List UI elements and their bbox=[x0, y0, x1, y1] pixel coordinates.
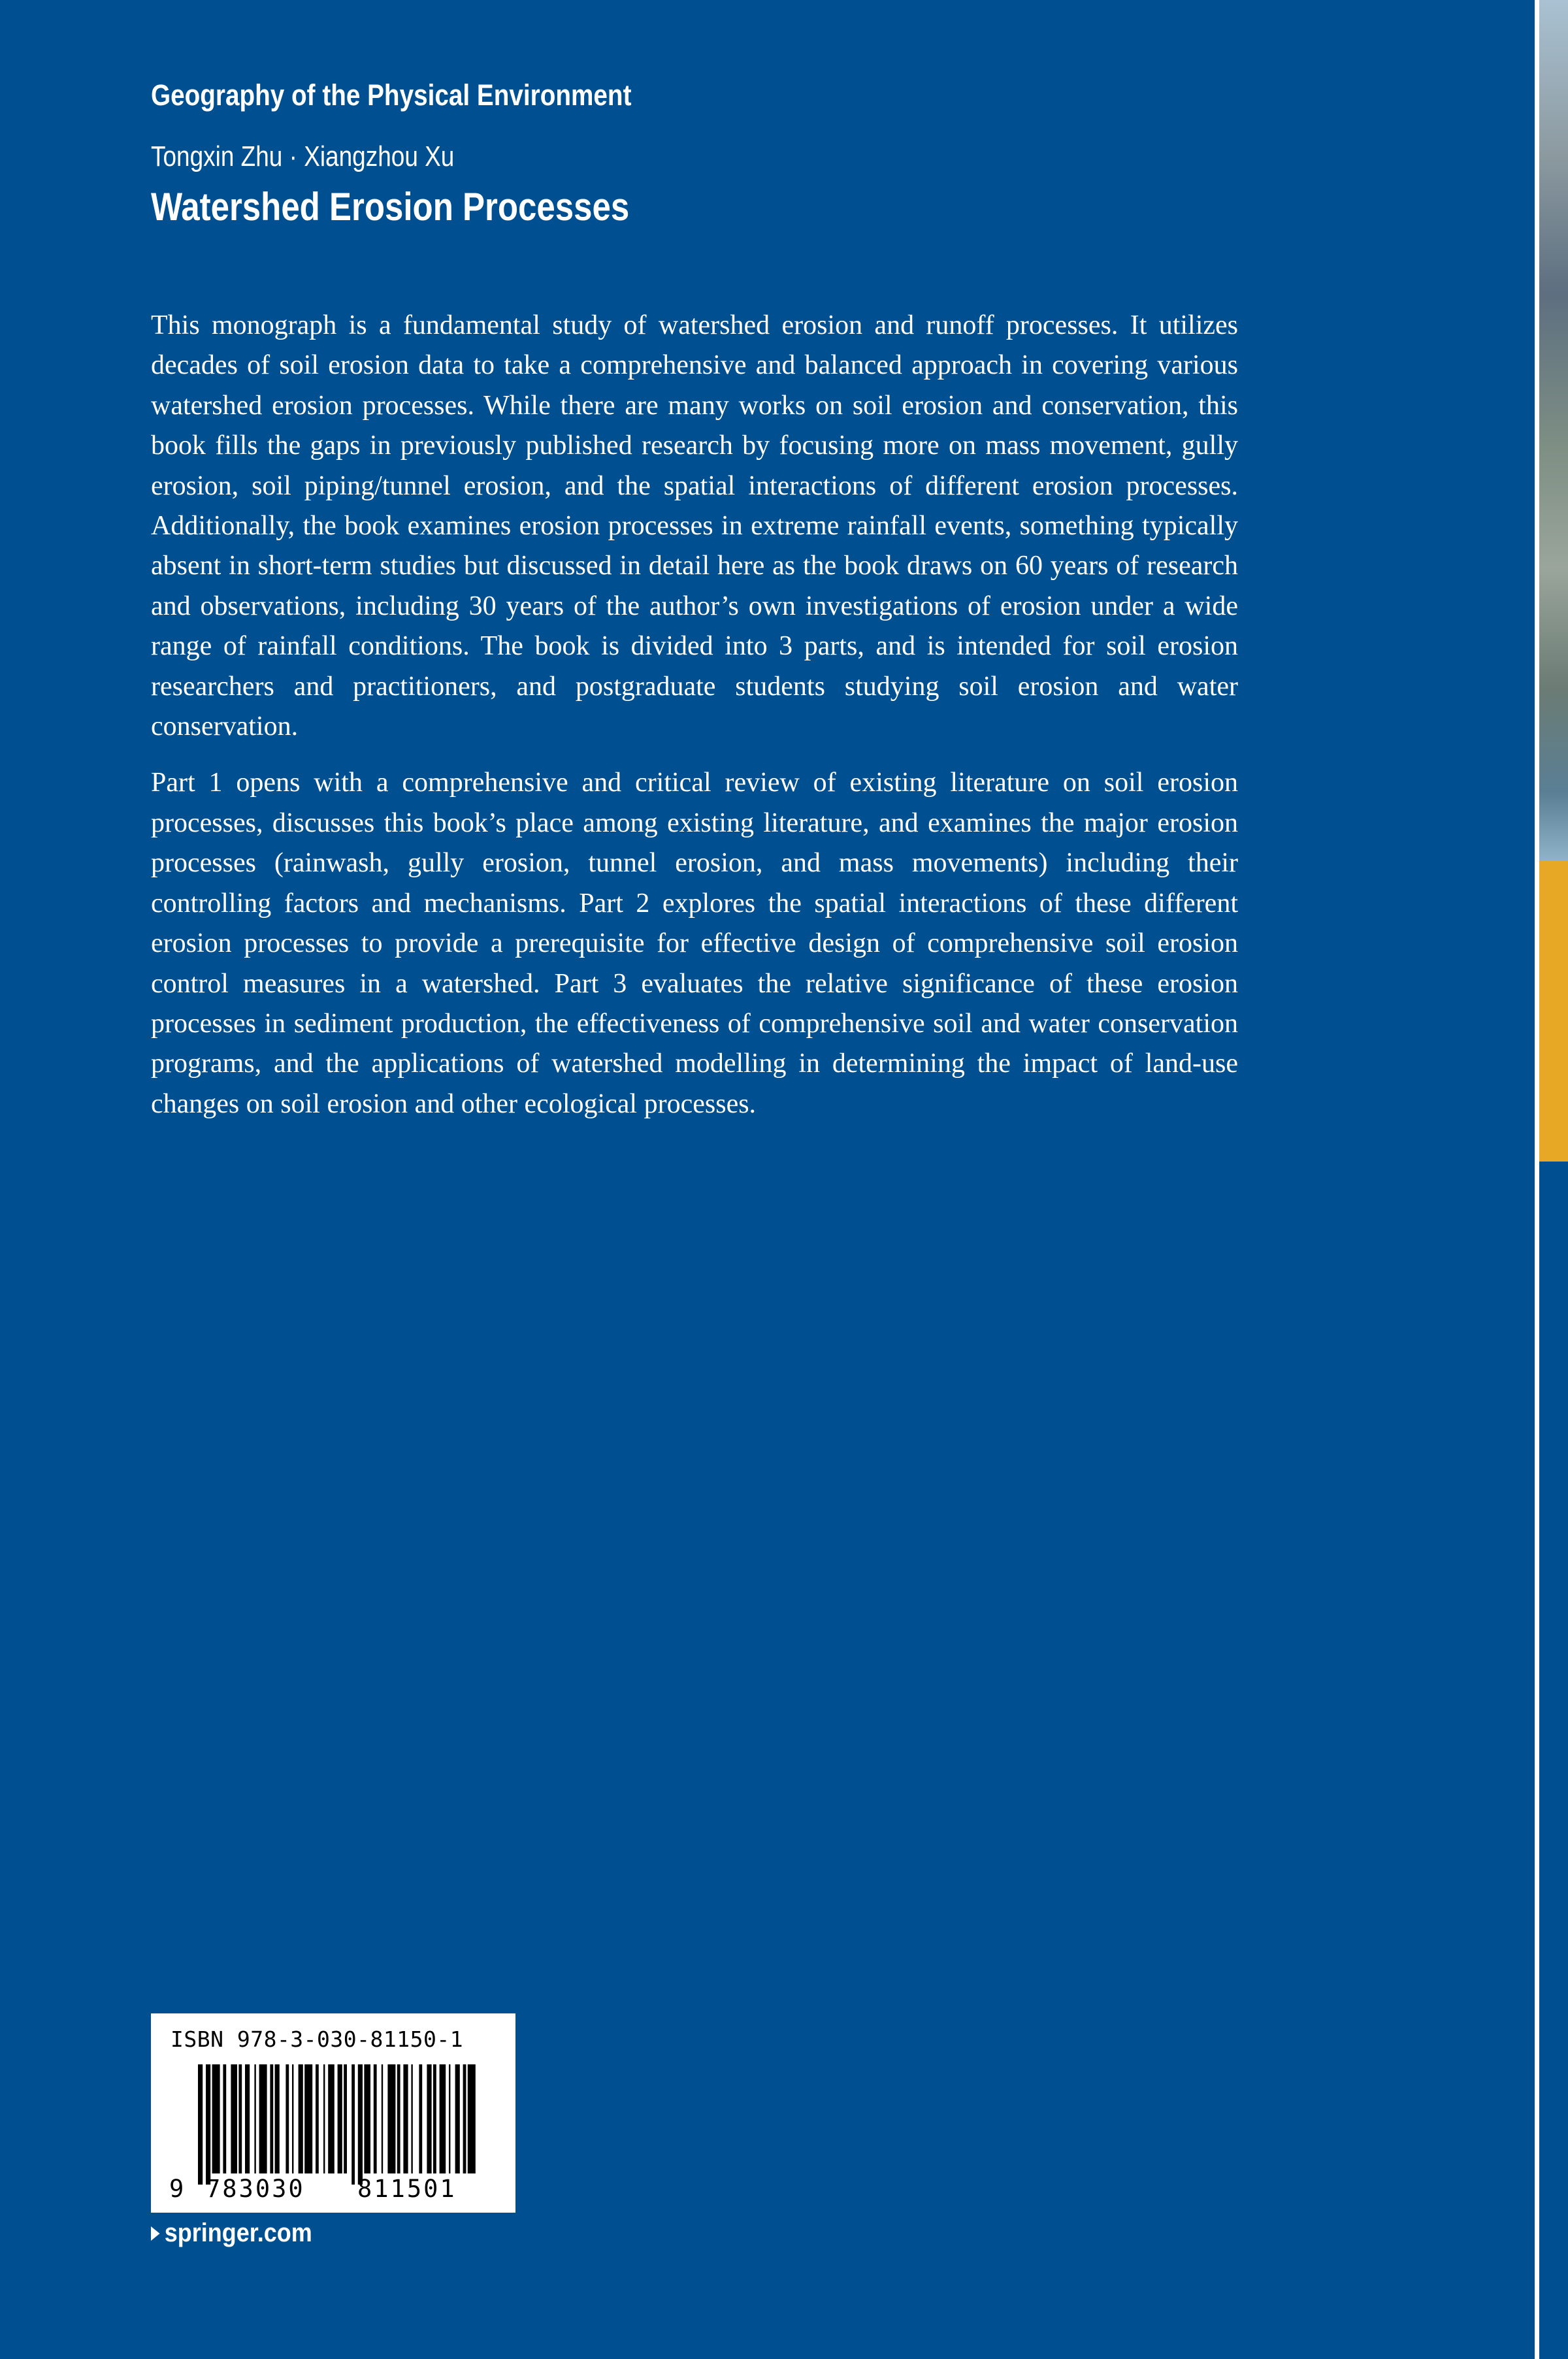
barcode-bar bbox=[304, 2064, 312, 2173]
barcode-bar bbox=[316, 2064, 319, 2173]
barcode-bar bbox=[344, 2064, 347, 2173]
barcode-bar bbox=[338, 2064, 342, 2173]
barcode-bar bbox=[364, 2064, 370, 2173]
barcode-bar bbox=[254, 2064, 255, 2173]
barcode-bar bbox=[427, 2064, 431, 2173]
isbn-barcode bbox=[151, 2013, 515, 2213]
barcode-bar bbox=[387, 2064, 395, 2173]
barcode-bar bbox=[286, 2064, 289, 2173]
barcode-bar bbox=[411, 2064, 412, 2173]
isbn-number: ISBN 978-3-030-81150-1 bbox=[171, 2026, 464, 2052]
description-paragraph: This monograph is a fundamental study of watershed erosion and runoff processes. It utilizes decades of soil erosion data to take a comprehensive and balanced approach in covering various watershed erosion processes. While there are many works on soil erosion and conservation, this book fills the gaps in previously published research by focusing more on mass movement, gully erosion, soil piping/tunnel erosion, and the spatial interactions of different erosion processes. Additionally, the book examines erosion processes in extreme rainfall events, something typically absent in short-term studies but discussed in detail here as the book draws on 60 years of research and observations, including 30 years of the author’s own investigations of erosion under a wide range of rainfall conditions. The book is divided into 3 parts, and is intended for soil erosion researchers and practitioners, and postgraduate students studying soil erosion and water conservation. bbox=[151, 310, 1238, 742]
barcode-digit-group-left: 783030 bbox=[206, 2175, 305, 2203]
description-paragraph: Part 1 opens with a comprehensive and critical review of existing literature on soil erosion processes, discusses this book’s place among existing literature, and examines the major erosion processes (rainwash, gully erosion, tunnel erosion, and mass movements) including their controlling factors and mechanisms. Part 2 explores the spatial interactions of these different erosion processes to provide a prerequisite for effective design of comprehensive soil erosion control measures in a watershed. Part 3 evaluates the relative significance of these erosion processes in sediment production, the effectiveness of comprehensive soil and water conservation programs, and the applications of watershed modelling in determining the impact of land-use changes on soil erosion and other ecological processes. bbox=[151, 768, 1238, 1119]
barcode-bar bbox=[433, 2064, 436, 2173]
spine-photo-strip bbox=[1539, 0, 1568, 861]
arrow-icon bbox=[151, 2226, 160, 2241]
barcode-bar bbox=[463, 2064, 466, 2173]
springer-link-label: springer.com bbox=[164, 2219, 312, 2247]
author-names: Tongxin Zhu · Xiangzhou Xu bbox=[151, 140, 455, 172]
series-name: Geography of the Physical Environment bbox=[151, 78, 632, 112]
springer-link[interactable] bbox=[151, 2219, 312, 2248]
barcode-bar bbox=[231, 2064, 237, 2173]
barcode-bar bbox=[223, 2064, 226, 2173]
barcode-bar bbox=[358, 2064, 363, 2185]
barcode-bar bbox=[468, 2064, 476, 2173]
spine-blue-band bbox=[1539, 1162, 1568, 2359]
barcode-bar bbox=[275, 2064, 280, 2173]
barcode-digit-group-right: 811501 bbox=[357, 2175, 457, 2203]
barcode-bar bbox=[397, 2064, 400, 2173]
barcode-bar bbox=[449, 2064, 450, 2173]
barcode-bar bbox=[212, 2064, 220, 2173]
barcode-bar bbox=[238, 2064, 242, 2173]
spine-gold-band bbox=[1539, 861, 1568, 1162]
barcode-bar bbox=[382, 2064, 383, 2173]
book-description bbox=[151, 306, 1238, 1141]
barcode-bar bbox=[206, 2064, 210, 2185]
barcode-bar bbox=[198, 2064, 203, 2185]
barcode-bar bbox=[270, 2064, 273, 2173]
barcode-bar bbox=[403, 2064, 408, 2173]
barcode-lead-digit: 9 bbox=[169, 2175, 184, 2203]
barcode-bar bbox=[245, 2064, 250, 2173]
barcode-bar bbox=[299, 2064, 303, 2173]
barcode-bar bbox=[374, 2064, 377, 2173]
book-title: Watershed Erosion Processes bbox=[151, 185, 630, 229]
barcode-bar bbox=[351, 2064, 355, 2185]
barcode-bar bbox=[440, 2064, 446, 2173]
barcode-bar bbox=[259, 2064, 267, 2173]
barcode-bar bbox=[328, 2064, 335, 2173]
barcode-bar bbox=[292, 2064, 293, 2173]
barcode-bar bbox=[323, 2064, 325, 2173]
barcode-bar bbox=[419, 2064, 422, 2173]
barcode-bar bbox=[455, 2064, 460, 2173]
